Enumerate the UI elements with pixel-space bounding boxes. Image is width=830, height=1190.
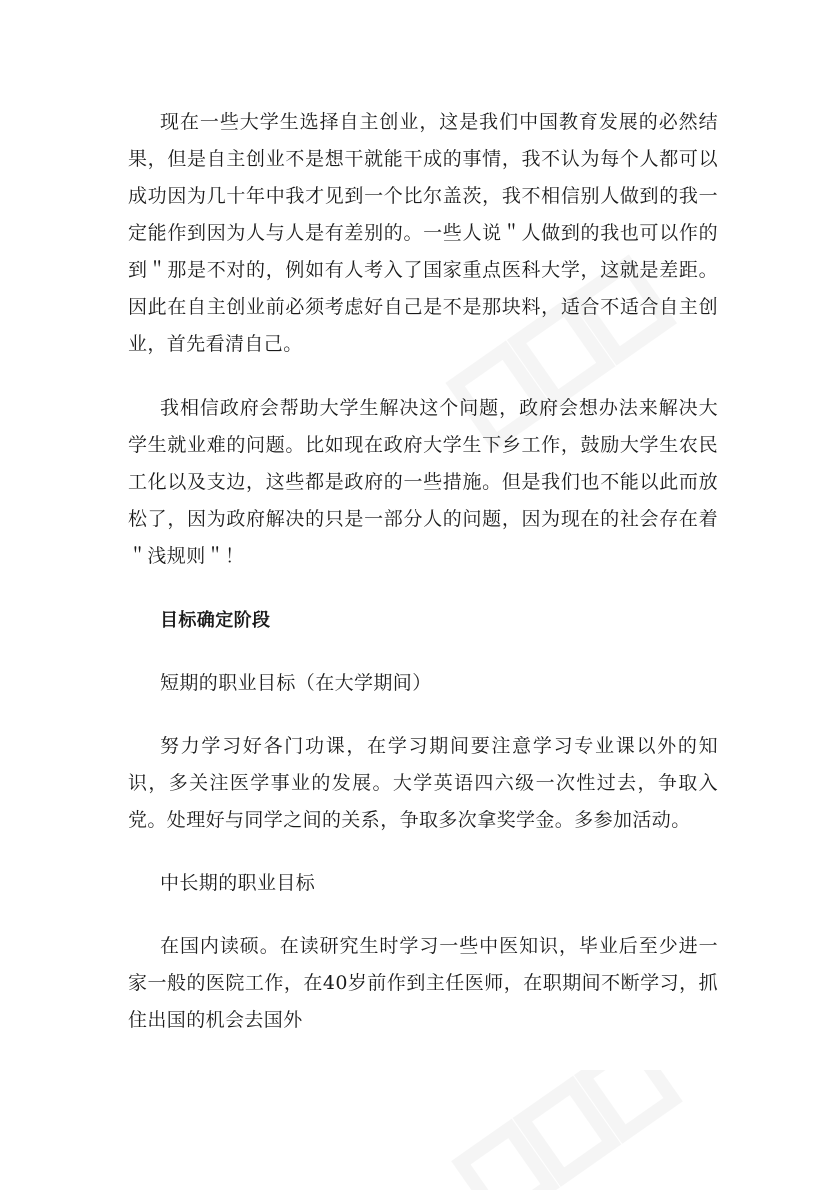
section-heading-goal-setting: 目标确定阶段 <box>160 610 271 631</box>
paragraph-short-term-goal: 努力学习好各门功课，在学习期间要注意学习专业课以外的知识，多关注医学事业的发展。大学英语四六级一次性过去，争取入党。处理好与同学之间的关系，争取多次拿奖学金。多参加活动。 <box>128 735 718 831</box>
document-body <box>128 104 718 1039</box>
subheading-mid-long-term-goal: 中长期的职业目标 <box>160 872 316 894</box>
paragraph-self-employment: 现在一些大学生选择自主创业，这是我们中国教育发展的必然结果，但是自主创业不是想干就能干成的事情，我不认为每个人都可以成功因为几十年中我才见到一个比尔盖茨，我不相信别人做到的我一定能作到因为人与人是有差别的。一些人说＂人做到的我也可以作的到＂那是不对的，例如有人考入了国家重点医科大学，这就是差距。因此在自主创业前必须考虑好自己是不是那块料，适合不适合自主创业，首先看清自己。 <box>128 111 718 355</box>
watermark-stamp-bottom-icon <box>430 1070 690 1190</box>
subheading-short-term-goal: 短期的职业目标（在大学期间） <box>160 672 432 694</box>
paragraph-mid-long-term-goal: 在国内读硕。在读研究生时学习一些中医知识，毕业后至少进一家一般的医院工作，在40岁前作到主任医师，在职期间不断学习，抓住出国的机会去国外 <box>128 935 718 1031</box>
paragraph-government-help: 我相信政府会帮助大学生解决这个问题，政府会想办法来解决大学生就业难的问题。比如现在政府大学生下乡工作，鼓励大学生农民工化以及支边，这些都是政府的一些措施。但是我们也不能以此而放松了，因为政府解决的只是一部分人的问题，因为现在的社会存在着＂浅规则＂！ <box>128 397 718 567</box>
